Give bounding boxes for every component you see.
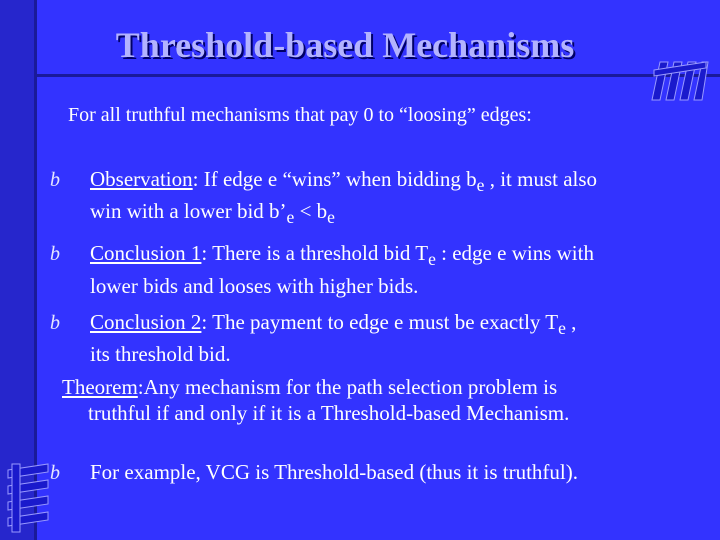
left-decor-bar <box>0 0 34 540</box>
theorem-label: Theorem <box>62 375 138 399</box>
bullet-marker: b <box>50 169 60 191</box>
conclusion-2-text-1-end: , <box>565 309 577 334</box>
logo-top-icon <box>646 56 710 102</box>
bullet-conclusion-1 <box>50 240 690 298</box>
example-text: For example, VCG is Threshold-based (thus it is truthful). <box>90 460 579 484</box>
theorem-text-2: truthful if and only if it is a Threshold-based Mechanism. <box>88 401 570 425</box>
theorem-block <box>62 374 682 426</box>
title-divider <box>34 74 720 77</box>
intro-text: For all truthful mechanisms that pay 0 to “loosing” edges: <box>68 104 532 126</box>
bullet-marker: b <box>50 462 60 484</box>
observation-text-1: : If edge e “wins” when bidding b <box>192 167 477 191</box>
conclusion-1-text-1: : There is a threshold bid T <box>201 241 429 266</box>
conclusion-1-sub: e <box>428 249 436 270</box>
observation-text-2-mid: < b <box>294 199 328 224</box>
observation-sub-2: e <box>286 207 295 228</box>
bullet-observation <box>50 166 690 230</box>
conclusion-2-sub: e <box>558 317 566 338</box>
example-bullet <box>50 459 720 485</box>
observation-sub-1: e <box>476 175 485 196</box>
conclusion-2-text-2: its threshold bid. <box>90 341 231 366</box>
bullet-marker: b <box>50 243 60 266</box>
bullet-conclusion-2 <box>50 309 690 367</box>
slide-title: Threshold-based Mechanisms <box>115 25 575 65</box>
bullet-marker: b <box>50 311 60 334</box>
conclusion-1-text-1-end: : edge e wins with <box>435 241 594 266</box>
logo-bottom-icon <box>4 460 54 534</box>
theorem-text-1: :Any mechanism for the path selection problem is <box>137 375 558 399</box>
conclusion-1-label: Conclusion 1 <box>90 241 202 266</box>
conclusion-2-text-1: : The payment to edge e must be exactly T <box>201 309 559 334</box>
observation-text-2: win with a lower bid b’ <box>90 199 287 224</box>
bullet-list <box>50 166 690 377</box>
conclusion-1-text-2: lower bids and looses with higher bids. <box>90 273 419 298</box>
conclusion-2-label: Conclusion 2 <box>90 309 202 334</box>
observation-sub-3: e <box>327 207 335 228</box>
observation-label: Observation <box>90 167 193 191</box>
left-divider <box>34 0 37 540</box>
observation-text-1-end: , it must also <box>484 167 598 191</box>
